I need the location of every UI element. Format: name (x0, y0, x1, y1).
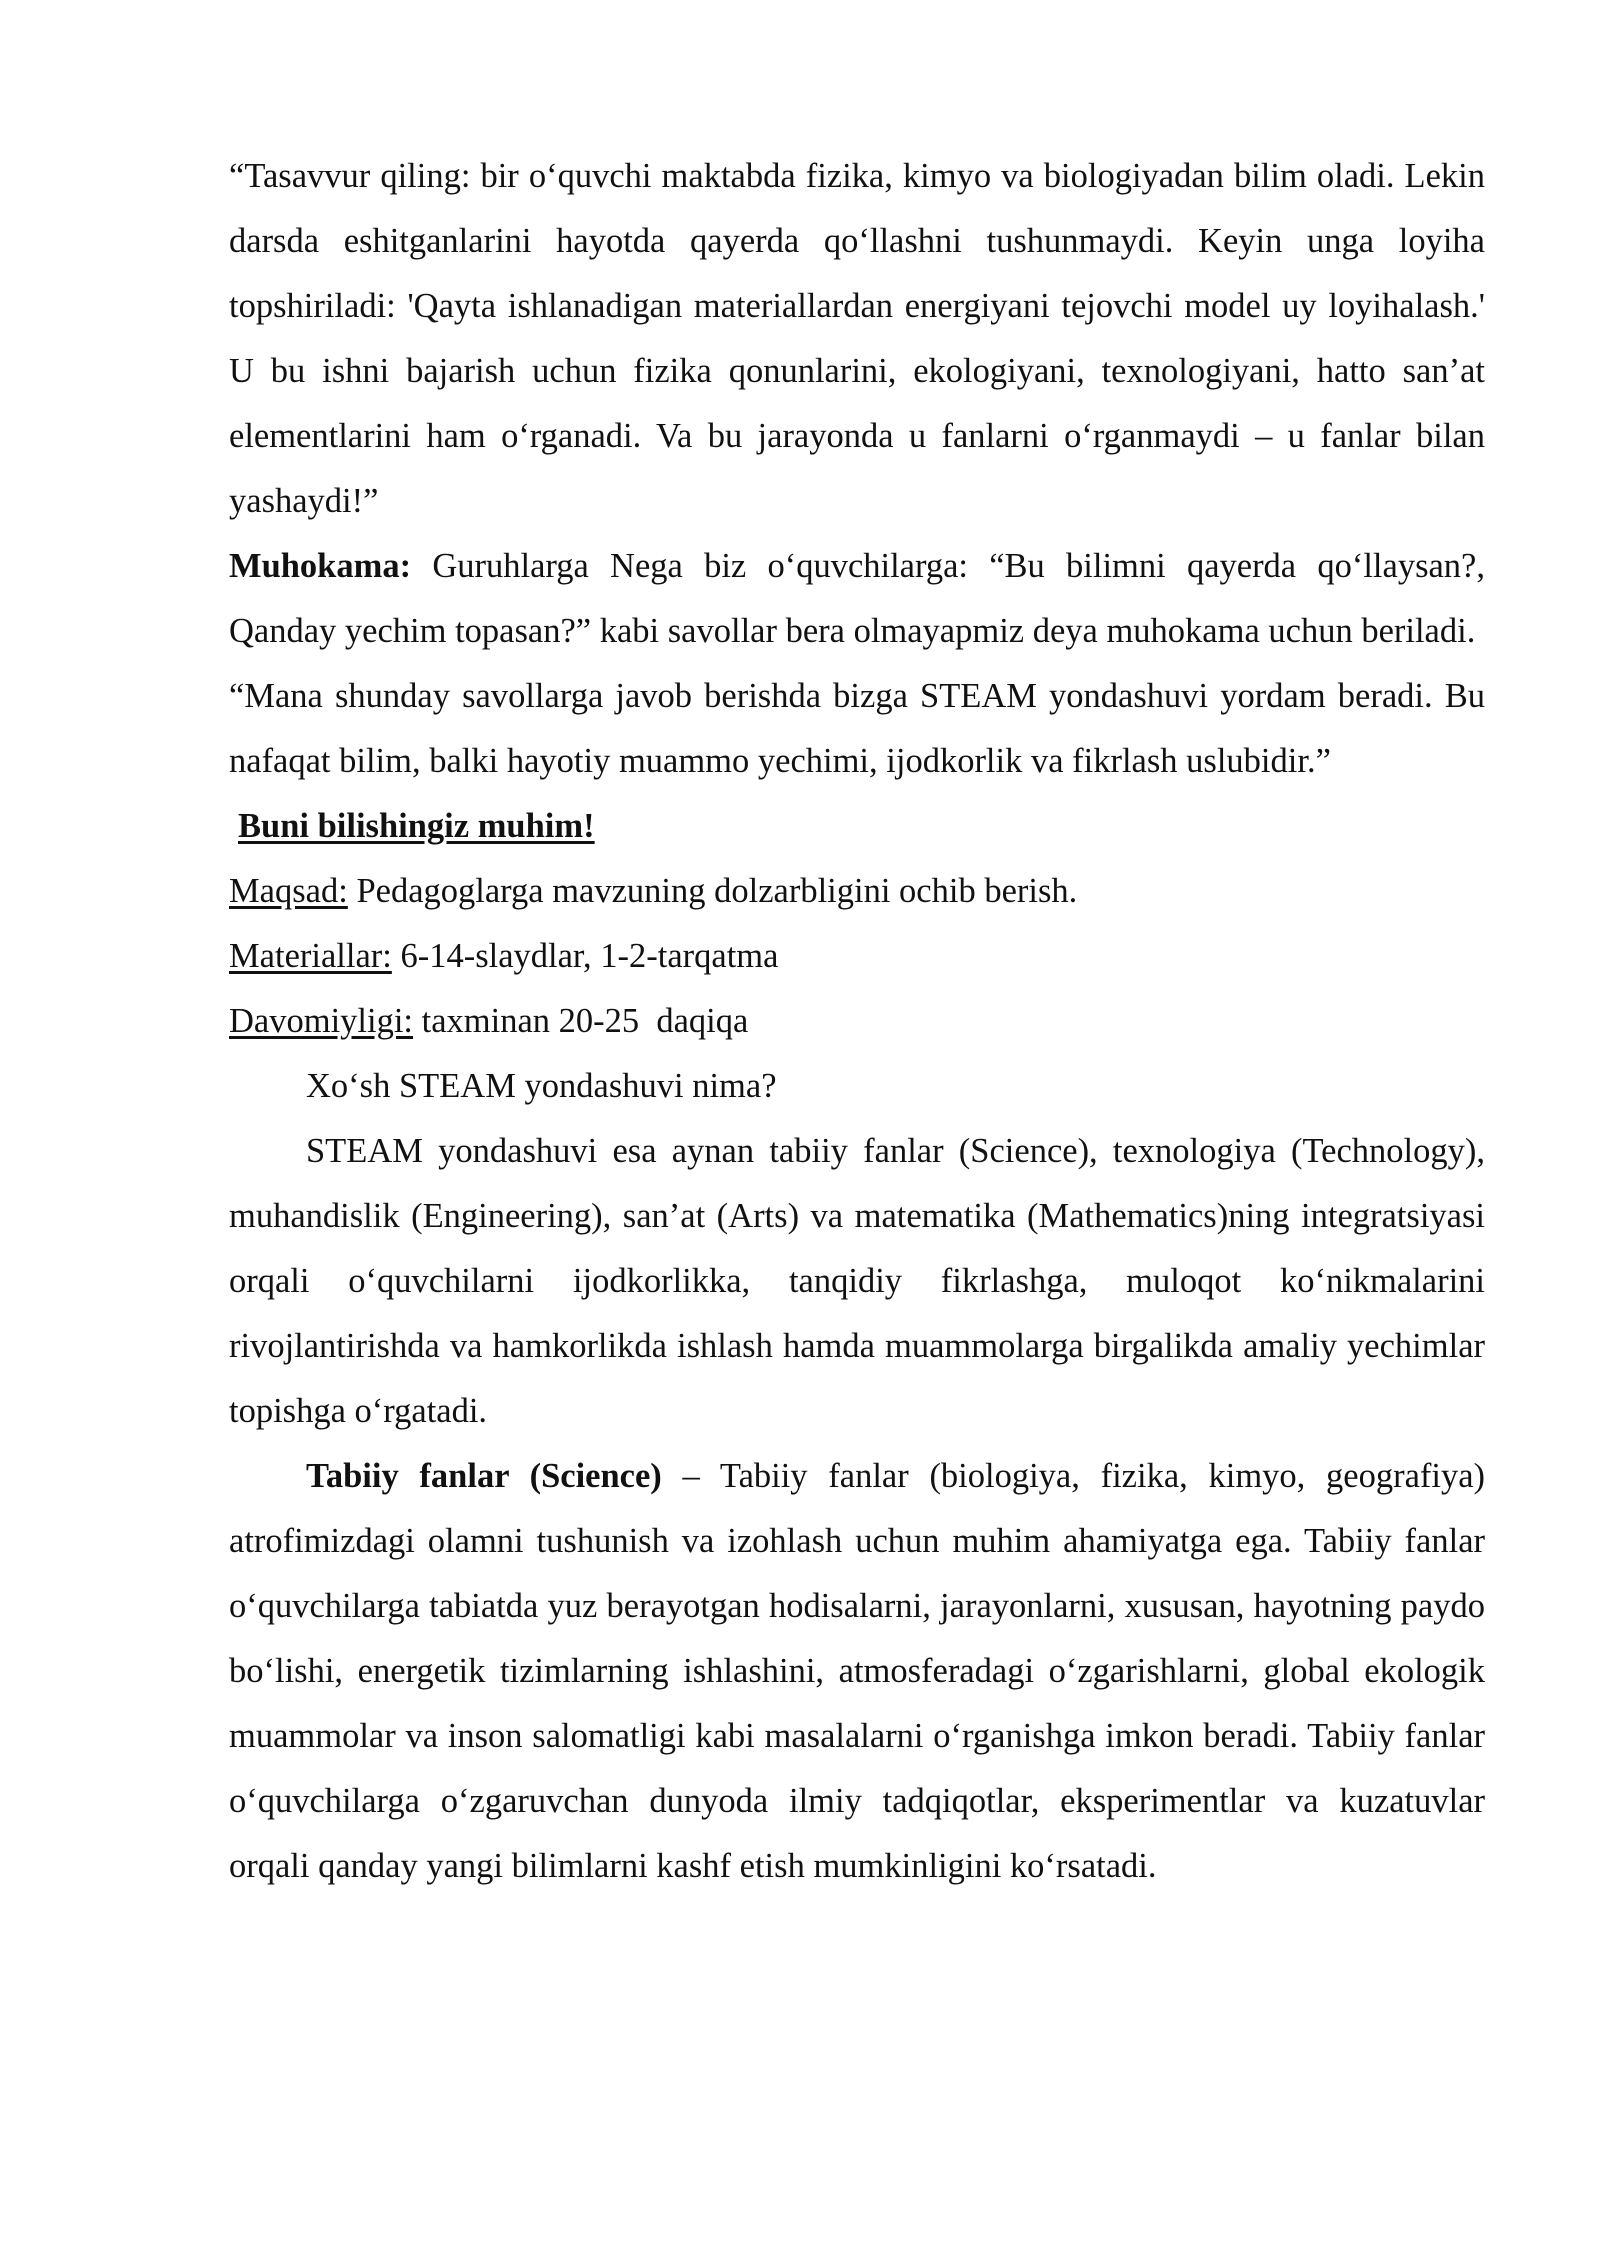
steam-quote-paragraph: “Mana shunday savollarga javob berishda bizga STEAM yondashuvi yordam beradi. Bu nafaqat bilim, balki hayotiy muammo yechimi, ijodkorlik va fikrlash uslubidir.” (229, 677, 1485, 780)
science-paragraph (229, 1444, 1485, 1899)
document-page (229, 144, 1485, 1899)
callout-title: Buni bilishingiz muhim! (238, 807, 595, 845)
duration-paragraph (229, 989, 1485, 1054)
discussion-paragraph (229, 534, 1485, 664)
question-paragraph: Xo‘sh STEAM yondashuvi nima? (306, 1067, 777, 1105)
intro-quote-paragraph: “Tasavvur qiling: bir o‘quvchi maktabda fizika, kimyo va biologiyadan bilim oladi. Lekin darsda eshitganlarini hayotda qayerda qo‘llashni tushunmaydi. Keyin unga loyiha topshiriladi: 'Qayta ishlanadigan materiallardan energiyani tejovchi model uy loyihalash.' U bu ishni bajarish uchun fizika qonunlarini, ekologiyani, texnologiyani, hatto san’at elementlarini ham o‘rganadi. Va bu jarayonda u fanlarni o‘rganmaydi – u fanlar bilan yashaydi!” (229, 157, 1485, 520)
goal-paragraph (229, 859, 1485, 924)
callout-paragraph (229, 794, 1485, 859)
science-text: – Tabiiy fanlar (biologiya, fizika, kimyo, geografiya) atrofimizdagi olamni tushunish va izohlash uchun muhim ahamiyatga ega. Tabiiy fanlar o‘quvchilarga tabiatda yuz berayotgan hodisalarni, jarayonlarni, xususan, hayotning paydo bo‘lishi, energetik tizimlarning ishlashini, atmosferadagi o‘zgarishlarni, global ekologik muammolar va inson salomatligi kabi masalalarni o‘rganishga imkon beradi. Tabiiy fanlar o‘quvchilarga o‘zgaruvchan dunyoda ilmiy tadqiqotlar, eksperimentlar va kuzatuvlar orqali qanday yangi bilimlarni kashf etish mumkinligini ko‘rsatadi. (229, 1457, 1486, 1885)
steam-definition-paragraph: STEAM yondashuvi esa aynan tabiiy fanlar (Science), texnologiya (Technology), muhandislik (Engineering), san’at (Arts) va matematika (Mathematics)ning integratsiyasi orqali o‘quvchilarni ijodkorlikka, tanqidiy fikrlashga, muloqot ko‘nikmalarini rivojlantirishda va hamkorlikda ishlash hamda muammolarga birgalikda amaliy yechimlar topishga o‘rgatadi. (229, 1132, 1485, 1430)
science-label: Tabiiy fanlar (Science) (306, 1457, 662, 1495)
goal-label: Maqsad: (229, 872, 348, 910)
materials-text: 6-14-slaydlar, 1-2-tarqatma (391, 937, 779, 975)
materials-paragraph (229, 924, 1485, 989)
goal-text: Pedagoglarga mavzuning dolzarbligini ochib berish. (347, 872, 1078, 910)
discussion-text: Guruhlarga Nega biz o‘quvchilarga: “Bu bilimni qayerda qo‘llaysan?, Qanday yechim topasan?” kabi savollar bera olmayapmiz deya muhokama uchun beriladi. (229, 547, 1485, 650)
duration-label: Davomiyligi: (229, 1002, 413, 1040)
duration-text: taxminan 20-25 daqiqa (413, 1002, 749, 1040)
discussion-label: Muhokama: (229, 547, 412, 585)
materials-label: Materiallar: (229, 937, 392, 975)
